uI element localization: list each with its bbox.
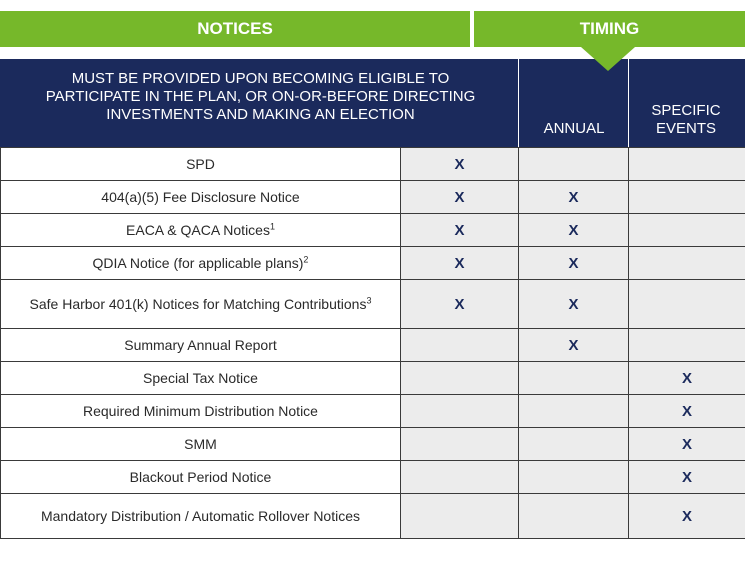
annual-cell: [519, 461, 629, 494]
specific-events-cell: X: [629, 428, 745, 461]
specific-events-cell: X: [629, 362, 745, 395]
notice-name-cell: [1, 362, 401, 395]
eligible-cell: X: [401, 247, 519, 280]
eligible-cell: [401, 461, 519, 494]
notice-name: SMM: [184, 436, 217, 452]
specific-events-cell: [629, 247, 745, 280]
table-row: [1, 181, 745, 214]
notices-header: [0, 11, 470, 47]
table-row: [1, 247, 745, 280]
table-row: [1, 428, 745, 461]
table-row: [1, 148, 745, 181]
eligible-cell: X: [401, 280, 519, 329]
eligible-cell: [401, 362, 519, 395]
annual-cell: X: [519, 214, 629, 247]
notices-header-label: NOTICES: [197, 19, 273, 38]
table-row: [1, 494, 745, 539]
table-row: [1, 461, 745, 494]
table-row: [1, 362, 745, 395]
annual-cell: X: [519, 280, 629, 329]
annual-cell: [519, 494, 629, 539]
footnote-marker: 1: [269, 221, 275, 232]
notice-name-cell: [1, 395, 401, 428]
annual-column-header: ANNUAL: [543, 120, 605, 137]
table-row: [1, 214, 745, 247]
table-row: [1, 280, 745, 329]
notice-name: Mandatory Distribution / Automatic Rollover Notices: [40, 507, 361, 524]
specific-events-cell: [629, 148, 745, 181]
notice-name: Summary Annual Report: [124, 337, 277, 353]
specific-events-column-header: SPECIFIC EVENTS: [651, 102, 721, 137]
annual-cell: [519, 148, 629, 181]
specific-events-cell: X: [629, 494, 745, 539]
table-row: [1, 329, 745, 362]
footnote-marker: 3: [366, 294, 372, 305]
notice-name: Blackout Period Notice: [129, 469, 272, 485]
notices-table: [0, 147, 745, 539]
notice-name: Required Minimum Distribution Notice: [83, 403, 318, 419]
eligible-cell: [401, 329, 519, 362]
notice-name-cell: [1, 148, 401, 181]
annual-cell: [519, 428, 629, 461]
annual-cell: [519, 362, 629, 395]
specific-events-cell: [629, 181, 745, 214]
annual-cell: X: [519, 247, 629, 280]
notice-name-cell: [1, 494, 401, 539]
header-divider: [518, 59, 519, 147]
eligibility-column-header: MUST BE PROVIDED UPON BECOMING ELIGIBLE TO PARTICIPATE IN THE PLAN, OR ON-OR-BEFORE DIRECTING INVESTMENTS AND MAKING AN ELECTION: [45, 70, 476, 123]
annual-cell: X: [519, 329, 629, 362]
eligible-cell: [401, 428, 519, 461]
specific-events-cell: [629, 214, 745, 247]
notice-name: EACA & QACA Notices: [126, 222, 270, 238]
specific-events-cell: X: [629, 395, 745, 428]
notice-name-cell: [1, 214, 401, 247]
caret-down-icon: [581, 47, 635, 71]
notice-name: SPD: [186, 156, 215, 172]
specific-events-cell: [629, 329, 745, 362]
annual-cell: X: [519, 181, 629, 214]
timing-header-label: TIMING: [579, 19, 640, 38]
annual-cell: [519, 395, 629, 428]
footnote-marker: 2: [303, 254, 309, 265]
notice-name-cell: [1, 461, 401, 494]
notice-name-cell: [1, 329, 401, 362]
eligible-cell: X: [401, 181, 519, 214]
notice-name: QDIA Notice (for applicable plans): [92, 255, 304, 271]
specific-events-cell: X: [629, 461, 745, 494]
table-row: [1, 395, 745, 428]
eligible-cell: X: [401, 214, 519, 247]
notice-name: Safe Harbor 401(k) Notices for Matching Contributions: [29, 295, 367, 312]
specific-events-cell: [629, 280, 745, 329]
notice-name-cell: [1, 280, 401, 329]
timing-header: [474, 11, 745, 47]
eligible-cell: [401, 395, 519, 428]
eligible-cell: [401, 494, 519, 539]
header-divider: [628, 59, 629, 147]
notice-name-cell: [1, 247, 401, 280]
notice-name-cell: [1, 428, 401, 461]
notice-name: Special Tax Notice: [143, 370, 258, 386]
eligible-cell: X: [401, 148, 519, 181]
notice-name: 404(a)(5) Fee Disclosure Notice: [101, 189, 300, 205]
notice-name-cell: [1, 181, 401, 214]
